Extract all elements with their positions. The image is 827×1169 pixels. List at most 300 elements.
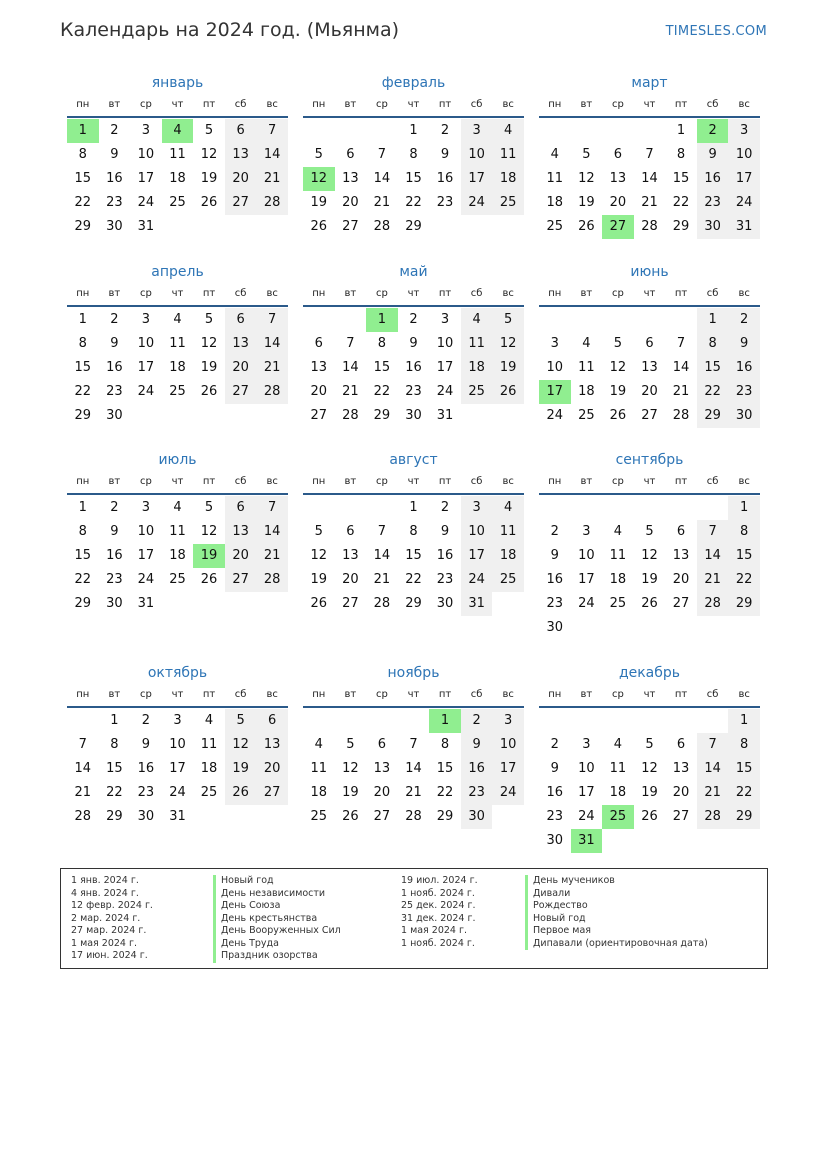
day-cell: 20: [373, 785, 391, 800]
weekday-header: [303, 471, 524, 495]
day-cell: 28: [256, 191, 288, 215]
weekday-label: сб: [706, 689, 719, 700]
day-cell: 18: [310, 785, 328, 800]
weekday-label: вт: [580, 288, 593, 299]
month-block: [67, 449, 288, 616]
weekday-label: пн: [312, 689, 326, 700]
day-cell: 30: [436, 596, 454, 611]
weekday-label: вс: [266, 476, 278, 487]
day-cell: 14: [697, 544, 729, 568]
day-cell: 17: [578, 572, 595, 587]
empty-cell: [539, 709, 571, 733]
day-cell: 13: [373, 761, 391, 776]
day-cell: 14: [342, 360, 359, 375]
day-cell: 17: [169, 761, 186, 776]
weekday-label: вт: [580, 689, 593, 700]
day-cell: 9: [461, 733, 493, 757]
weekday-label: пн: [548, 689, 562, 700]
day-cell: 24: [578, 596, 595, 611]
day-cell: 3: [582, 524, 591, 539]
day-cell: 17: [137, 548, 155, 563]
weekday-header: [303, 684, 524, 708]
weekday-label: чт: [643, 99, 656, 110]
day-cell: 27: [342, 219, 359, 234]
day-cell: 5: [613, 336, 623, 351]
weekday-label: вс: [738, 99, 750, 110]
day-cell: 19: [609, 384, 627, 399]
day-cell: 7: [256, 119, 288, 143]
day-cell: 6: [346, 524, 355, 539]
day-cell: 18: [492, 167, 524, 191]
day-cell: 27: [641, 408, 658, 423]
holiday-day: 19: [193, 544, 225, 568]
day-cell: 14: [74, 761, 92, 776]
day-cell: 26: [200, 195, 218, 210]
weekday-label: вт: [344, 288, 357, 299]
legend-date: 17 июн. 2024 г.: [71, 950, 148, 961]
day-cell: 21: [373, 572, 391, 587]
day-cell: 12: [310, 548, 328, 563]
day-cell: 29: [373, 408, 391, 423]
day-cell: 13: [672, 761, 690, 776]
day-cell: 28: [672, 408, 690, 423]
day-cell: 12: [200, 336, 218, 351]
day-cell: 20: [342, 195, 359, 210]
days-grid: [67, 496, 288, 616]
day-cell: 7: [346, 336, 355, 351]
day-cell: 13: [310, 360, 328, 375]
day-cell: 4: [492, 496, 524, 520]
weekday-label: чт: [171, 689, 184, 700]
legend-holiday-name: Рождество: [525, 900, 708, 913]
day-cell: 8: [409, 147, 418, 162]
empty-cell: [303, 709, 335, 733]
legend-holiday-name: Первое мая: [525, 925, 708, 938]
day-cell: 9: [110, 147, 119, 162]
holiday-legend: [60, 868, 768, 969]
holiday-day: 27: [602, 215, 634, 239]
day-cell: 3: [492, 709, 524, 733]
day-cell: 16: [436, 171, 454, 186]
month-block: [303, 261, 524, 428]
day-cell: 2: [550, 737, 559, 752]
days-grid: [539, 496, 760, 640]
day-cell: 26: [342, 809, 359, 824]
day-cell: 28: [256, 380, 288, 404]
days-grid: [539, 709, 760, 853]
empty-cell: [303, 308, 335, 332]
day-cell: 25: [546, 219, 564, 234]
day-cell: 13: [672, 548, 690, 563]
day-cell: 12: [641, 548, 658, 563]
legend-holiday-name: Новый год: [213, 875, 341, 888]
weekday-label: ср: [611, 689, 624, 700]
day-cell: 20: [641, 384, 658, 399]
day-cell: 12: [609, 360, 627, 375]
day-cell: 9: [550, 548, 559, 563]
empty-cell: [571, 119, 603, 143]
day-cell: 8: [440, 737, 450, 752]
weekday-label: ср: [375, 288, 388, 299]
day-cell: 21: [74, 785, 92, 800]
day-cell: 18: [609, 572, 627, 587]
day-cell: 5: [346, 737, 355, 752]
day-cell: 30: [106, 219, 123, 234]
weekday-label: сб: [234, 99, 247, 110]
day-cell: 7: [377, 524, 387, 539]
day-cell: 15: [74, 548, 92, 563]
weekday-label: пт: [674, 689, 688, 700]
day-cell: 16: [728, 356, 760, 380]
day-cell: 9: [110, 336, 119, 351]
day-cell: 25: [169, 384, 186, 399]
day-cell: 12: [492, 332, 524, 356]
legend-right-names: [525, 875, 708, 950]
day-cell: 15: [106, 761, 123, 776]
weekday-label: сб: [470, 476, 483, 487]
weekday-label: вс: [502, 99, 514, 110]
day-cell: 10: [461, 520, 493, 544]
weekday-label: сб: [470, 689, 483, 700]
weekday-label: вт: [108, 99, 121, 110]
day-cell: 10: [169, 737, 186, 752]
day-cell: 19: [310, 195, 328, 210]
month-name: декабрь: [618, 665, 681, 681]
day-cell: 12: [641, 761, 658, 776]
day-cell: 18: [200, 761, 218, 776]
day-cell: 2: [440, 123, 450, 138]
weekday-header: [67, 471, 288, 495]
day-cell: 25: [200, 785, 218, 800]
day-cell: 8: [78, 147, 87, 162]
day-cell: 6: [613, 147, 623, 162]
weekday-label: сб: [706, 99, 719, 110]
day-cell: 28: [373, 219, 391, 234]
day-cell: 27: [225, 380, 257, 404]
day-cell: 1: [110, 713, 119, 728]
day-cell: 3: [141, 500, 151, 515]
day-cell: 17: [461, 167, 493, 191]
day-cell: 5: [225, 709, 257, 733]
day-cell: 11: [461, 332, 493, 356]
day-cell: 12: [200, 524, 218, 539]
day-cell: 3: [461, 119, 493, 143]
weekday-label: вт: [344, 99, 357, 110]
day-cell: 15: [436, 761, 454, 776]
day-cell: 28: [405, 809, 422, 824]
day-cell: 13: [225, 520, 257, 544]
day-cell: 7: [676, 336, 686, 351]
day-cell: 8: [676, 147, 686, 162]
weekday-label: пт: [202, 476, 216, 487]
day-cell: 19: [578, 195, 595, 210]
day-cell: 17: [492, 757, 524, 781]
day-cell: 19: [342, 785, 359, 800]
day-cell: 14: [373, 548, 391, 563]
day-cell: 2: [550, 524, 559, 539]
day-cell: 6: [314, 336, 323, 351]
day-cell: 14: [256, 143, 288, 167]
holiday-day: 1: [366, 308, 398, 332]
day-cell: 3: [550, 336, 559, 351]
day-cell: 14: [373, 171, 391, 186]
day-cell: 5: [204, 123, 214, 138]
weekday-label: ср: [139, 288, 152, 299]
day-cell: 11: [492, 143, 524, 167]
weekday-label: чт: [407, 99, 420, 110]
day-cell: 1: [409, 500, 418, 515]
weekday-label: пн: [312, 288, 326, 299]
legend-date: 1 нояб. 2024 г.: [401, 887, 475, 899]
day-cell: 13: [225, 143, 257, 167]
day-cell: 26: [200, 572, 218, 587]
weekday-label: вс: [502, 476, 514, 487]
day-cell: 2: [461, 709, 493, 733]
day-cell: 28: [373, 596, 391, 611]
day-cell: 20: [225, 544, 257, 568]
day-cell: 8: [78, 524, 87, 539]
day-cell: 21: [697, 568, 729, 592]
weekday-header: [539, 94, 760, 118]
legend-left-names: [213, 875, 341, 963]
day-cell: 21: [672, 384, 690, 399]
weekday-label: сб: [706, 288, 719, 299]
day-cell: 24: [137, 384, 155, 399]
day-cell: 15: [697, 356, 729, 380]
day-cell: 21: [256, 356, 288, 380]
day-cell: 19: [641, 572, 658, 587]
day-cell: 23: [137, 785, 155, 800]
day-cell: 25: [492, 191, 524, 215]
day-cell: 17: [461, 544, 493, 568]
day-cell: 16: [436, 548, 454, 563]
day-cell: 24: [546, 408, 564, 423]
day-cell: 15: [405, 548, 422, 563]
day-cell: 12: [225, 733, 257, 757]
day-cell: 14: [672, 360, 690, 375]
day-cell: 19: [492, 356, 524, 380]
weekday-label: вс: [738, 689, 750, 700]
day-cell: 6: [676, 524, 686, 539]
day-cell: 24: [492, 781, 524, 805]
days-grid: [303, 119, 524, 239]
day-cell: 27: [225, 568, 257, 592]
holiday-day: 17: [539, 380, 571, 404]
day-cell: 10: [137, 147, 155, 162]
weekday-label: чт: [643, 288, 656, 299]
day-cell: 24: [137, 572, 155, 587]
weekday-label: вт: [108, 689, 121, 700]
day-cell: 16: [697, 167, 729, 191]
day-cell: 7: [256, 308, 288, 332]
day-cell: 7: [256, 496, 288, 520]
day-cell: 30: [405, 408, 422, 423]
day-cell: 23: [106, 384, 123, 399]
legend-date: 2 мар. 2024 г.: [71, 912, 141, 924]
empty-cell: [539, 496, 571, 520]
weekday-label: чт: [407, 689, 420, 700]
day-cell: 21: [342, 384, 359, 399]
day-cell: 12: [200, 147, 218, 162]
weekday-label: вс: [266, 689, 278, 700]
day-cell: 17: [436, 360, 454, 375]
day-cell: 4: [173, 500, 182, 515]
day-cell: 9: [440, 147, 450, 162]
month-name: ноябрь: [387, 665, 440, 681]
day-cell: 29: [106, 809, 123, 824]
weekday-label: ср: [375, 476, 388, 487]
day-cell: 29: [436, 809, 454, 824]
weekday-label: чт: [643, 689, 656, 700]
empty-cell: [335, 119, 367, 143]
day-cell: 15: [74, 360, 92, 375]
legend-date: 27 мар. 2024 г.: [71, 925, 147, 936]
weekday-label: пн: [76, 476, 90, 487]
day-cell: 22: [405, 195, 422, 210]
day-cell: 11: [609, 761, 627, 776]
weekday-label: вт: [580, 476, 593, 487]
day-cell: 16: [106, 171, 123, 186]
day-cell: 19: [200, 171, 218, 186]
day-cell: 22: [106, 785, 123, 800]
day-cell: 9: [697, 143, 729, 167]
legend-date: 1 нояб. 2024 г.: [401, 937, 475, 949]
day-cell: 2: [110, 312, 119, 327]
day-cell: 4: [204, 713, 214, 728]
legend-date: 1 мая 2024 г.: [401, 925, 467, 936]
month-block: [303, 72, 524, 239]
day-cell: 20: [225, 167, 257, 191]
empty-cell: [539, 308, 571, 332]
day-cell: 2: [141, 713, 151, 728]
day-cell: 6: [346, 147, 355, 162]
day-cell: 30: [697, 215, 729, 239]
day-cell: 11: [310, 761, 328, 776]
month-name: сентябрь: [615, 452, 684, 468]
day-cell: 1: [409, 123, 418, 138]
month-name: февраль: [381, 75, 446, 91]
day-cell: 16: [106, 548, 123, 563]
empty-cell: [665, 308, 697, 332]
day-cell: 14: [641, 171, 658, 186]
day-cell: 20: [225, 356, 257, 380]
day-cell: 30: [546, 620, 564, 635]
day-cell: 29: [697, 404, 729, 428]
empty-cell: [303, 119, 335, 143]
day-cell: 30: [137, 809, 155, 824]
month-block: [303, 662, 524, 829]
day-cell: 3: [440, 312, 450, 327]
weekday-label: вт: [580, 99, 593, 110]
day-cell: 13: [641, 360, 658, 375]
day-cell: 23: [697, 191, 729, 215]
day-cell: 5: [204, 312, 214, 327]
day-cell: 11: [200, 737, 218, 752]
weekday-label: пн: [548, 99, 562, 110]
day-cell: 23: [461, 781, 493, 805]
day-cell: 28: [342, 408, 359, 423]
day-cell: 3: [173, 713, 182, 728]
day-cell: 23: [106, 572, 123, 587]
day-cell: 30: [106, 408, 123, 423]
day-cell: 6: [225, 119, 257, 143]
day-cell: 23: [546, 809, 564, 824]
day-cell: 16: [137, 761, 155, 776]
day-cell: 10: [578, 548, 595, 563]
empty-cell: [697, 709, 729, 733]
day-cell: 19: [310, 572, 328, 587]
day-cell: 26: [578, 219, 595, 234]
weekday-header: [539, 684, 760, 708]
day-cell: 27: [225, 191, 257, 215]
day-cell: 24: [461, 568, 493, 592]
day-cell: 20: [672, 785, 690, 800]
day-cell: 3: [141, 312, 151, 327]
day-cell: 4: [314, 737, 323, 752]
day-cell: 27: [310, 408, 328, 423]
day-cell: 7: [409, 737, 418, 752]
day-cell: 23: [436, 195, 454, 210]
weekday-label: вс: [502, 689, 514, 700]
holiday-day: 2: [697, 119, 729, 143]
weekday-label: ср: [375, 99, 388, 110]
weekday-label: сб: [234, 689, 247, 700]
day-cell: 7: [645, 147, 654, 162]
day-cell: 19: [641, 785, 658, 800]
weekday-header: [539, 283, 760, 307]
weekday-label: пт: [202, 689, 216, 700]
day-cell: 2: [110, 500, 119, 515]
day-cell: 1: [78, 312, 87, 327]
day-cell: 15: [405, 171, 422, 186]
days-grid: [67, 709, 288, 829]
day-cell: 11: [492, 520, 524, 544]
empty-cell: [634, 308, 666, 332]
weekday-label: вс: [502, 288, 514, 299]
day-cell: 11: [578, 360, 595, 375]
weekday-label: ср: [139, 99, 152, 110]
day-cell: 6: [676, 737, 686, 752]
legend-holiday-name: Дипавали (ориентировочная дата): [525, 938, 708, 951]
day-cell: 30: [461, 805, 493, 829]
day-cell: 5: [204, 500, 214, 515]
empty-cell: [335, 709, 367, 733]
day-cell: 6: [377, 737, 387, 752]
day-cell: 22: [74, 572, 92, 587]
month-name: июнь: [630, 264, 669, 280]
legend-holiday-name: Дивали: [525, 888, 708, 901]
day-cell: 29: [74, 596, 92, 611]
day-cell: 8: [78, 336, 87, 351]
day-cell: 11: [609, 548, 627, 563]
site-link[interactable]: TIMESLES.COM: [665, 24, 767, 39]
legend-date: 1 янв. 2024 г.: [71, 875, 139, 886]
month-block: [67, 72, 288, 239]
day-cell: 17: [137, 360, 155, 375]
day-cell: 22: [436, 785, 454, 800]
weekday-label: пн: [312, 476, 326, 487]
month-name: июль: [158, 452, 197, 468]
day-cell: 2: [440, 500, 450, 515]
day-cell: 5: [645, 524, 654, 539]
weekday-label: сб: [470, 99, 483, 110]
day-cell: 2: [409, 312, 418, 327]
month-name: май: [399, 264, 428, 280]
weekday-label: пн: [76, 99, 90, 110]
weekday-label: пн: [76, 288, 90, 299]
day-cell: 18: [169, 171, 186, 186]
day-cell: 27: [672, 596, 690, 611]
